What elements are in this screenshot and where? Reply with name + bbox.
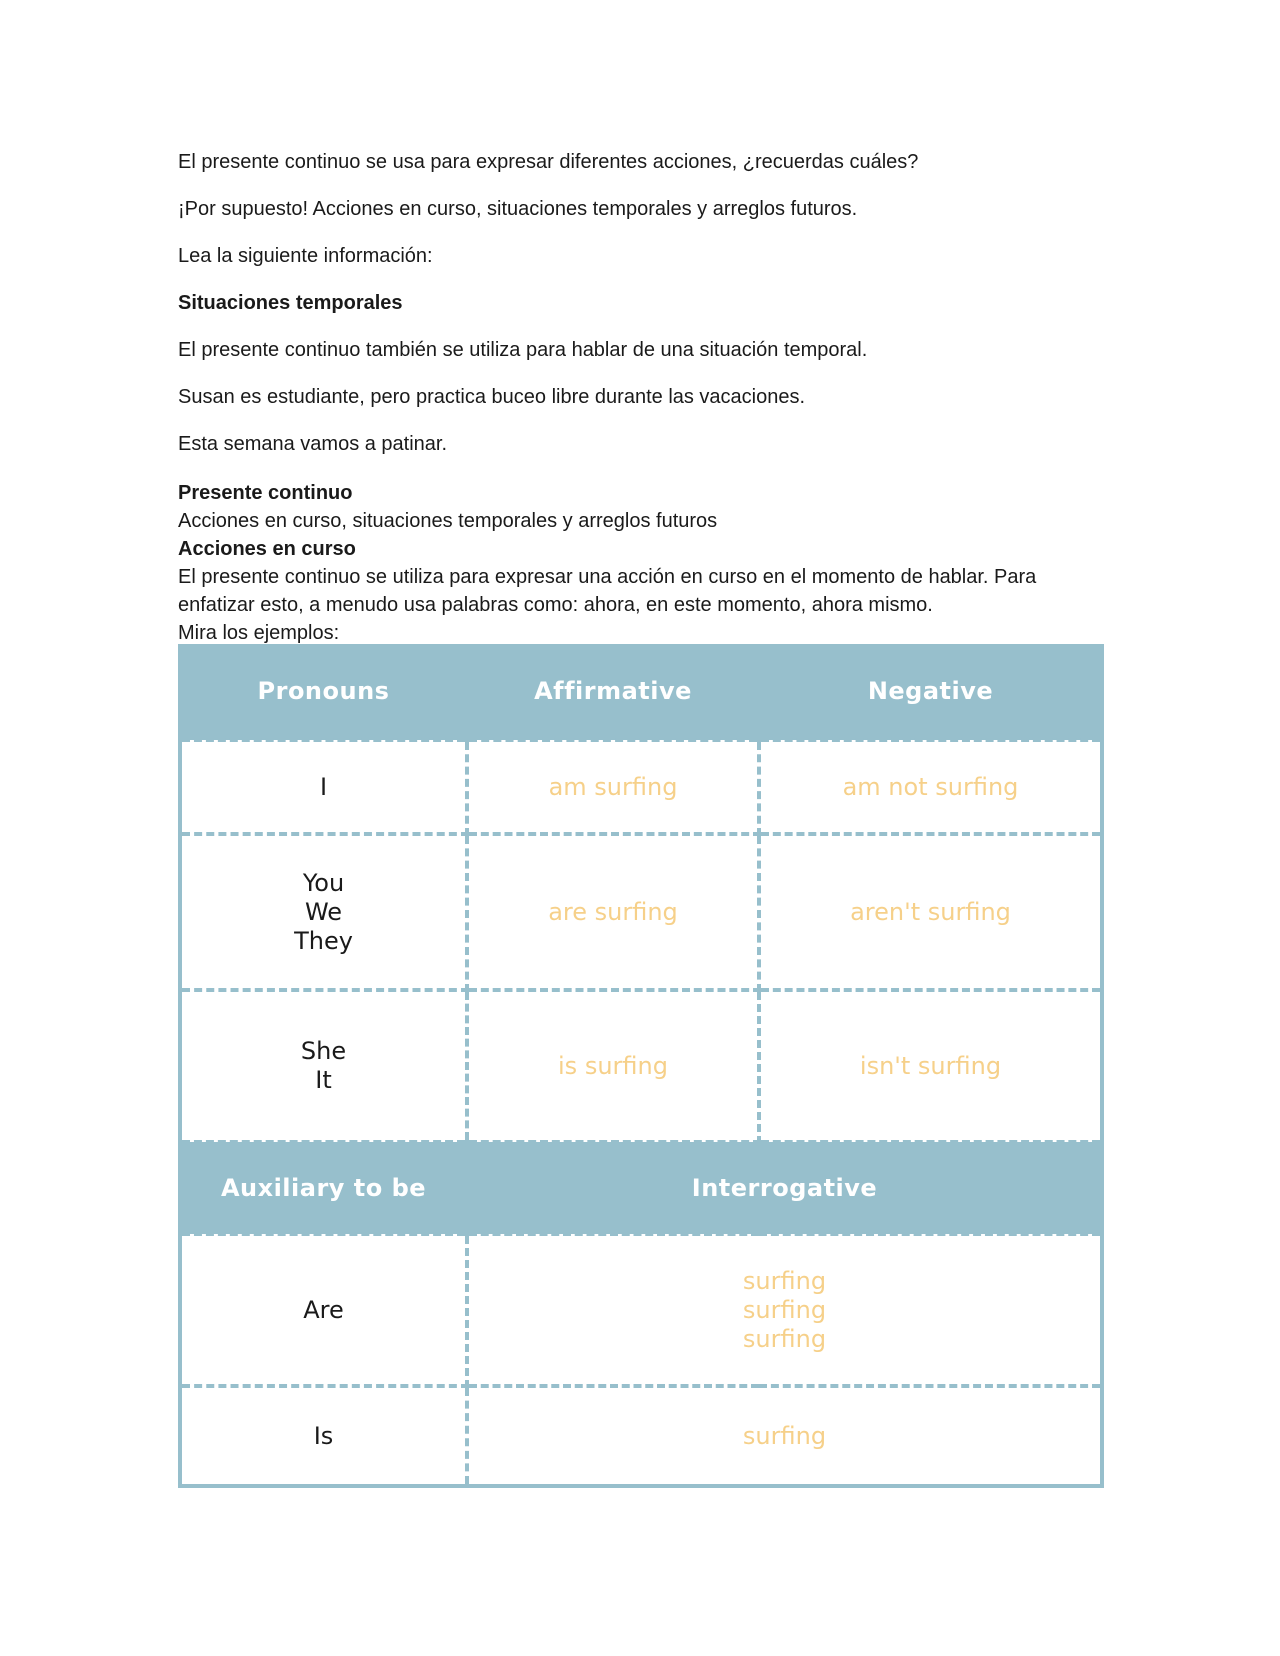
intro-paragraph-1: El presente continuo se usa para expresar diferentes acciones, ¿recuerdas cuáles? <box>178 151 919 173</box>
table-row <box>180 1234 1102 1386</box>
pronoun-cell <box>180 740 467 834</box>
interrogative-cell <box>467 1234 1102 1386</box>
interrogative-cell <box>467 1386 1102 1486</box>
heading-temporal: Situaciones temporales <box>178 292 403 314</box>
pronoun-cell <box>180 990 467 1142</box>
temporal-paragraph-1: El presente continuo también se utiliza para hablar de una situación temporal. <box>178 339 868 361</box>
grammar-table <box>178 644 1100 1486</box>
interrogative-line: surfing <box>742 1266 827 1295</box>
uses-summary: Acciones en curso, situaciones temporales y arreglos futuros <box>178 510 718 532</box>
header-interrogative: Interrogative <box>467 1142 1102 1234</box>
affirmative-cell: is surfing <box>467 990 759 1142</box>
ongoing-paragraph: El presente continuo se utiliza para expresar una acción en curso en el momento de hablar. Para enfatizar esto, a menudo usa palabras como: ahora, en este momento, ahora mismo. <box>178 566 1037 616</box>
auxiliary-cell: Are <box>180 1234 467 1386</box>
temporal-example-1: Susan es estudiante, pero practica buceo libre durante las vacaciones. <box>178 386 806 408</box>
pronoun: I <box>319 772 328 801</box>
negative-cell: aren't surfing <box>759 834 1102 990</box>
table-row <box>180 990 1102 1142</box>
heading-ongoing-actions: Acciones en curso <box>178 538 356 560</box>
affirmative-cell: are surfing <box>467 834 759 990</box>
intro-paragraph-3: Lea la siguiente información: <box>178 245 433 267</box>
heading-present-continuous: Presente continuo <box>178 482 353 504</box>
intro-paragraph-2: ¡Por supuesto! Acciones en curso, situaciones temporales y arreglos futuros. <box>178 198 858 220</box>
pronoun: We <box>304 897 343 926</box>
header-negative: Negative <box>759 644 1102 740</box>
interrogative-line: surfing <box>742 1421 827 1450</box>
interrogative-line: surfing <box>742 1324 827 1353</box>
examples-intro: Mira los ejemplos: <box>178 622 340 644</box>
pronoun: They <box>294 926 353 955</box>
document-body <box>178 150 1098 647</box>
header-pronouns: Pronouns <box>180 644 467 740</box>
negative-cell: isn't surfing <box>759 990 1102 1142</box>
table-row <box>180 834 1102 990</box>
auxiliary-cell: Is <box>180 1386 467 1486</box>
header-affirmative: Affirmative <box>467 644 759 740</box>
header-auxiliary: Auxiliary to be <box>180 1142 467 1234</box>
pronoun: She <box>300 1037 347 1065</box>
temporal-example-2: Esta semana vamos a patinar. <box>178 433 448 455</box>
affirmative-cell: am surfing <box>467 740 759 834</box>
pronoun-cell <box>180 834 467 990</box>
interrogative-line: surfing <box>742 1295 827 1324</box>
table-row <box>180 740 1102 834</box>
pronoun: It <box>315 1066 332 1094</box>
table-row <box>180 1386 1102 1486</box>
negative-cell: am not surfing <box>759 740 1102 834</box>
pronoun: You <box>302 868 345 897</box>
